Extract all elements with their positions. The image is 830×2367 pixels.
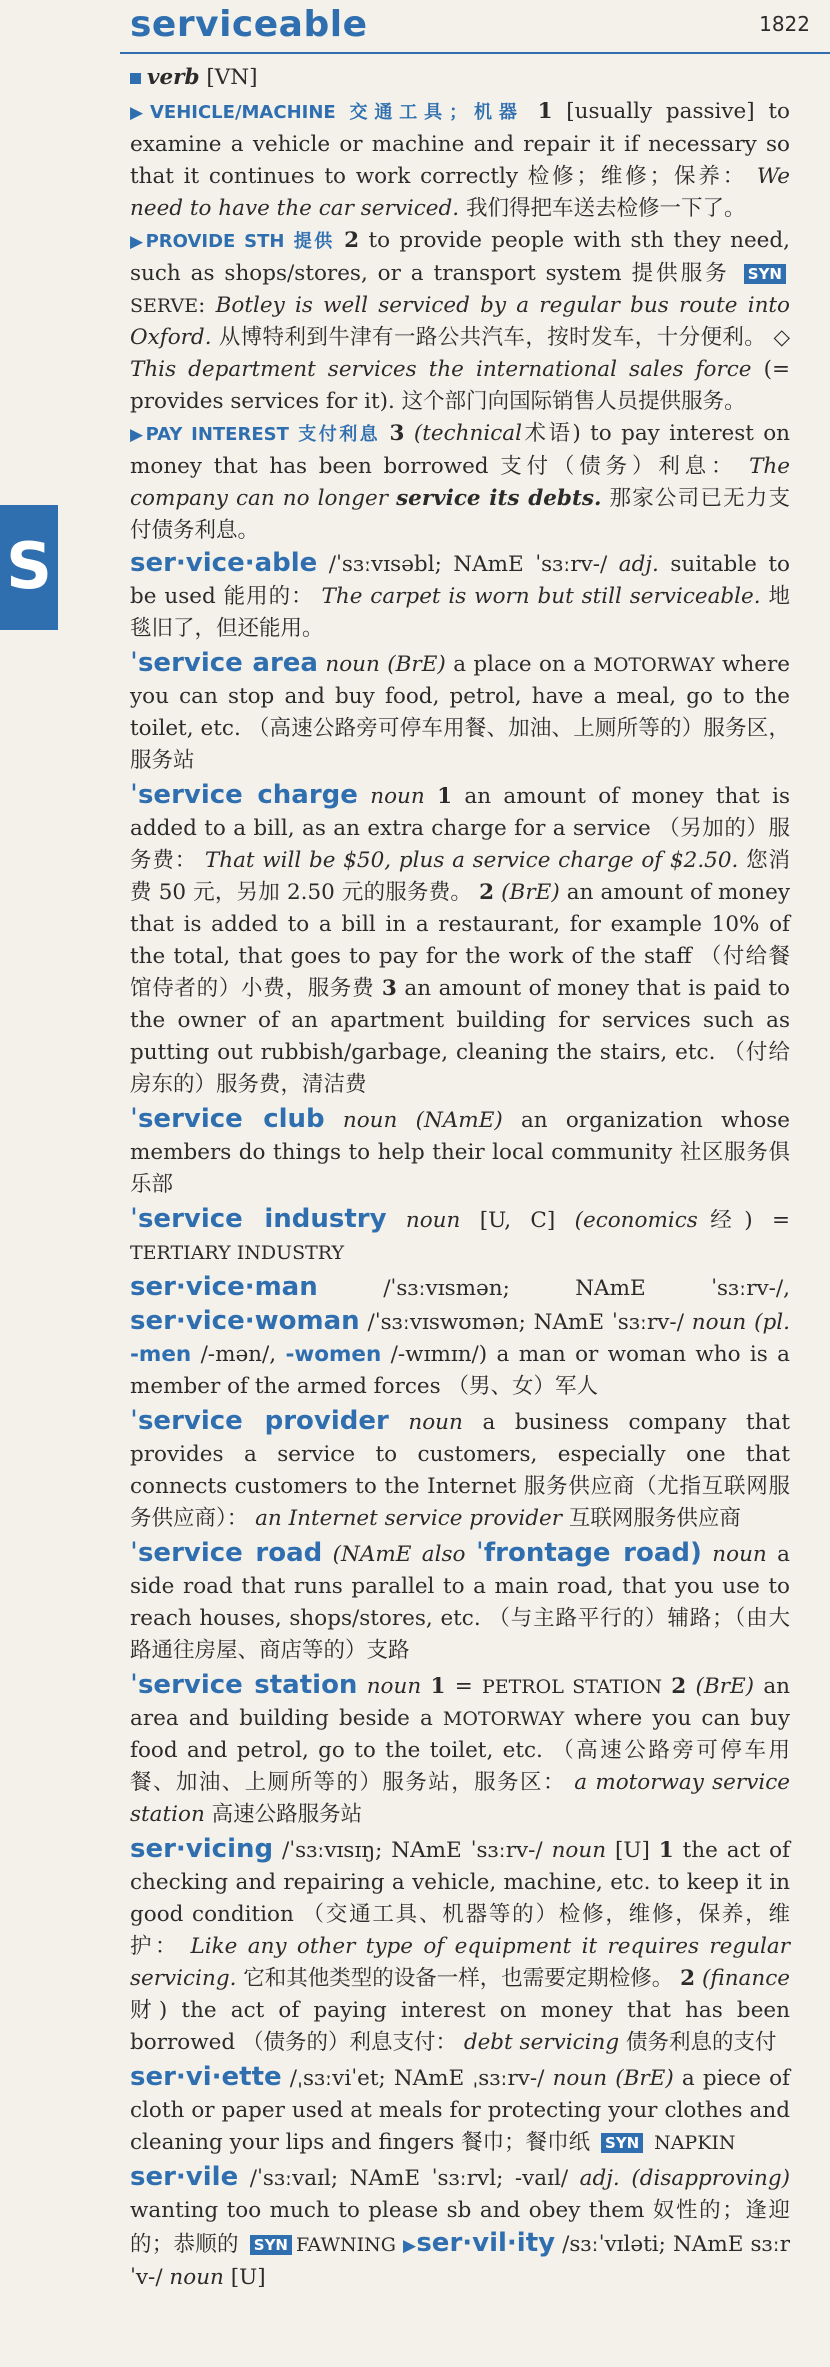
headword: ˈservice industry	[130, 1204, 387, 1234]
pronunciation: /-mən/,	[200, 1342, 277, 1367]
sense-interest	[130, 418, 790, 547]
signpost-zh: 提供	[293, 231, 335, 252]
plural-form: -women	[285, 1342, 382, 1367]
sense-vehicle	[130, 96, 790, 225]
definition-zh: 奴性的；逢迎的；恭顺的	[130, 2198, 790, 2257]
cross-reference: MOTORWAY	[593, 654, 715, 676]
headword: ˈservice road	[130, 1538, 323, 1568]
region-label: (BrE)	[615, 2066, 674, 2091]
syn-badge: SYN	[601, 2133, 643, 2153]
definition-zh: （付给餐馆侍者的）小费，服务费	[130, 944, 790, 1001]
definition: an amount of money that is added to a bill in a restaurant, for example 10% of the total, that goes to pay for the work of the staff	[130, 880, 790, 969]
definition: an amount of money that is paid to the owner of an apartment building for services such as putting out rubbish/garbage, cleaning the stairs, etc.	[130, 976, 790, 1065]
syn-badge: SYN	[744, 264, 786, 284]
sense-number: 2	[479, 880, 495, 905]
pos-label: adj.	[618, 552, 659, 577]
definition-zh: 能用的：	[223, 584, 314, 609]
signpost: VEHICLE/MACHINE	[149, 102, 336, 123]
example-zh: 那家公司已无力支付债务利息。	[130, 486, 790, 543]
definition-zh: 支付（债务）利息：	[500, 454, 738, 479]
dictionary-column	[130, 62, 790, 2296]
entry-serviceman	[130, 1271, 790, 1403]
page-number: 1822	[759, 12, 810, 36]
pos-label: noun	[691, 1310, 747, 1335]
example: The carpet is worn but still serviceable.	[321, 584, 761, 609]
definition-zh: 服务供应商（尤指互联网服务供应商）：	[130, 1474, 790, 1531]
entry-service-verb	[130, 62, 790, 94]
example-separator: ◇	[773, 325, 790, 350]
triangle-pointer-icon: ▶	[130, 103, 150, 123]
sense-number: 1	[430, 1674, 446, 1699]
sense-provide: ▶PROVIDE STH 提供 2 to provide people with sth they need, such as shops/stores, or a transport system 提供服务 SYNSERVE: Botley is well serviced by a regular bus route into Oxford. 从博特利到牛津有一路公共汽车，按时发车，十分便利。 ◇ This department services the international sales force (= provides services for it). 这个部门向国际销售人员提供服务。	[130, 228, 790, 414]
headword: ser·vice·man	[130, 1272, 318, 1302]
definition-zh: （另加的）服务费：	[130, 816, 790, 873]
definition: wanting too much to please sb and obey them	[130, 2198, 645, 2223]
pronunciation: /ˈsɜːvɪswʊmən; NAmE ˈsɜːrv-/	[367, 1310, 684, 1335]
sense-number: 2	[680, 1966, 696, 1991]
definition: to provide people with sth they need, such as shops/stores, or a transport system	[130, 228, 790, 286]
headword-variant: ˈfrontage road)	[475, 1538, 702, 1568]
example-zh: 这个部门向国际销售人员提供服务。	[401, 389, 746, 414]
pos-label: noun	[366, 1674, 422, 1699]
definition: suitable to be used	[130, 552, 790, 609]
definition: the act of paying interest on money that has been borrowed	[130, 1998, 790, 2055]
triangle-pointer-icon: ▶	[403, 2236, 417, 2256]
pos-label: noun	[552, 2066, 608, 2091]
pos-label: noun	[342, 1108, 398, 1133]
pronunciation: /sɜːˈvɪləti; NAmE sɜːrˈv-/	[130, 2232, 790, 2290]
sense-number: 2	[344, 228, 360, 253]
register-label-zh: 财)	[130, 1998, 168, 2023]
definition-zh: 社区服务俱乐部	[130, 1140, 790, 1197]
definition: where you can stop and buy food, petrol, have a meal, go to the toilet, etc.	[130, 652, 790, 741]
example: Botley is well serviced by a regular bus route into Oxford.	[130, 293, 790, 350]
register-label-zh: 经)	[697, 1208, 753, 1233]
headword: ˈservice station	[130, 1670, 358, 1700]
definition: to pay interest on money that has been borrowed	[130, 421, 791, 479]
example: We need to have the car serviced.	[130, 164, 790, 221]
example-zh: 高速公路服务站	[211, 1802, 363, 1827]
syn-badge: SYN	[250, 2235, 292, 2255]
headword: ser·vice·able	[130, 548, 318, 578]
example: Like any other type of equipment it requires regular servicing.	[130, 1934, 790, 1991]
entry-service-road	[130, 1537, 790, 1667]
headword: ser·vile	[130, 2162, 239, 2192]
definition: the act of checking and repairing a vehicle, machine, etc. to keep it in good condition	[130, 1838, 790, 1927]
thumb-index-tab: S	[0, 505, 58, 630]
entry-service-provider	[130, 1405, 790, 1535]
example-zh: 地毯旧了，但还能用。	[130, 584, 790, 641]
sense-number: 3	[389, 421, 405, 446]
pos-label: noun	[169, 2265, 224, 2290]
entry-service-club	[130, 1103, 790, 1201]
sense-number: 3	[381, 976, 397, 1001]
definition: an amount of money that is added to a bill, as an extra charge for a service	[130, 784, 791, 841]
pos-label: adj.	[579, 2166, 620, 2191]
register-label: (technical	[413, 421, 522, 446]
headword: ˈservice provider	[130, 1406, 389, 1436]
derivative-headword: ser·vil·ity	[416, 2228, 556, 2258]
pos-label: noun	[551, 1838, 607, 1863]
pos-label: noun	[325, 652, 380, 677]
headword: ser·vi·ette	[130, 2062, 282, 2092]
definition: a business company that provides a service to customers, especially one that connects customers to the Internet	[130, 1410, 790, 1499]
region-label: (BrE)	[387, 652, 446, 677]
region-label: (NAmE)	[415, 1108, 503, 1133]
signpost-zh: 支付利息	[298, 424, 381, 445]
plural-form: -men	[130, 1342, 192, 1367]
equals-sign: =	[454, 1674, 473, 1699]
pos-label: verb	[147, 65, 200, 90]
pos-label: noun	[405, 1208, 461, 1233]
entry-serviette	[130, 2061, 790, 2159]
pronunciation: /-wɪmɪn/)	[390, 1342, 488, 1367]
definition-zh: （高速公路旁可停车用餐、加油、上厕所等的）服务站，服务区：	[130, 1738, 790, 1795]
region-label: (BrE)	[501, 880, 560, 905]
definition: a place on a	[453, 652, 586, 677]
grammar-label: [U]	[230, 2265, 266, 2290]
grammar-label: [U]	[614, 1838, 650, 1863]
example: a motorway service station	[130, 1770, 790, 1827]
example-zh: 互联网服务供应商	[568, 1506, 741, 1531]
headword-variant: ser·vice·woman	[130, 1306, 360, 1336]
register-label: (finance	[701, 1966, 790, 1991]
entry-service-station	[130, 1669, 790, 1831]
pronunciation: /ˈsɜːvɪsɪŋ; NAmE ˈsɜːrv-/	[282, 1838, 543, 1863]
register-label: (disapproving)	[631, 2166, 790, 2191]
pronunciation: /ˈsɜːvaɪl; NAmE ˈsɜːrvl; -vaɪl/	[249, 2166, 569, 2191]
definition: a man or woman who is a member of the armed forces	[130, 1342, 790, 1399]
pos-label: noun	[370, 784, 425, 809]
example: That will be $50, plus a service charge of $2.50.	[204, 848, 739, 873]
synonym: FAWNING	[295, 2234, 396, 2256]
example: debt servicing	[463, 2030, 620, 2055]
sense-number: 1	[437, 784, 453, 809]
definition-zh: （付给房东的）服务费，清洁费	[130, 1040, 790, 1097]
synonym: SERVE	[130, 295, 199, 317]
region-label: (NAmE also	[332, 1542, 466, 1567]
headword: ˈservice area	[130, 648, 318, 678]
example-note: (= provides services for it).	[130, 357, 790, 414]
definition: an organization whose members do things to help their local community	[130, 1108, 790, 1165]
plural-label: (pl.	[754, 1310, 790, 1335]
headword: ˈservice charge	[130, 780, 358, 810]
register-label-zh: 术语)	[521, 421, 581, 446]
sense-number: 2	[671, 1674, 687, 1699]
signpost: PAY INTEREST	[145, 424, 289, 445]
grammar-label: [U, C]	[479, 1208, 556, 1233]
register-label: (economics	[574, 1208, 698, 1233]
sense-number: 1	[537, 99, 553, 124]
example-zh: 它和其他类型的设备一样，也需要定期检修。	[243, 1966, 674, 1991]
definition-zh: （男、女）军人	[447, 1374, 599, 1399]
definition-zh: （高速公路旁可停车用餐、加油、上厕所等的）服务区，服务站	[130, 716, 790, 773]
pronunciation: /ˈsɜːvɪsmən; NAmE ˈsɜːrv-/,	[383, 1276, 790, 1301]
grammar-label: [usually passive]	[566, 99, 755, 124]
example: an Internet service provider	[255, 1506, 563, 1531]
cross-reference: PETROL STATION	[481, 1676, 662, 1698]
triangle-pointer-icon: ▶	[130, 425, 146, 445]
headword: ˈservice club	[130, 1104, 325, 1134]
definition-zh: 餐巾；餐巾纸	[461, 2130, 591, 2155]
definition: where you can buy food and petrol, go to the toilet, etc.	[130, 1706, 790, 1763]
example-zh: 从博特利到牛津有一路公共汽车，按时发车，十分便利。	[218, 325, 767, 350]
example: The company can no longer	[130, 454, 790, 511]
definition-zh: 检修；维修；保养：	[527, 164, 748, 189]
definition: a piece of cloth or paper used at meals for protecting your clothes and cleaning your lips and fingers	[130, 2066, 790, 2155]
entry-service-area	[130, 647, 790, 777]
example: This department services the international sales force	[130, 357, 752, 382]
definition: to examine a vehicle or machine and repair it if necessary so that it continues to work correctly	[130, 99, 790, 189]
cross-reference: MOTORWAY	[442, 1708, 565, 1730]
example-zh: 我们得把车送去检修一下了。	[465, 196, 746, 221]
equals-sign: =	[772, 1208, 791, 1233]
entry-servicing	[130, 1833, 790, 2059]
pos-label: noun	[408, 1410, 463, 1435]
entry-servile	[130, 2161, 790, 2294]
definition: an area and building beside a	[130, 1674, 790, 1731]
entry-serviceable	[130, 547, 790, 645]
definition-zh: 提供服务	[631, 261, 730, 286]
synonym: NAPKIN	[654, 2132, 736, 2154]
page-header	[120, 0, 830, 54]
example-zh: 债务利息的支付	[625, 2030, 777, 2055]
square-bullet-icon	[130, 73, 141, 84]
triangle-pointer-icon: ▶	[130, 232, 146, 252]
signpost-zh: 交通工具；机器	[349, 102, 524, 123]
signpost: PROVIDE STH	[145, 231, 285, 252]
definition-zh: （与主路平行的）辅路；（由大路通往房屋、商店等的）支路	[130, 1606, 790, 1663]
running-headword: serviceable	[130, 4, 368, 45]
headword: ser·vicing	[130, 1834, 274, 1864]
entry-service-industry	[130, 1203, 790, 1269]
pronunciation: /ˈsɜːvɪsəbl; NAmE ˈsɜːrv-/	[328, 552, 608, 577]
pos-label: noun	[712, 1542, 767, 1567]
sense-number: 1	[658, 1838, 674, 1863]
verb-pattern: [VN]	[206, 65, 258, 90]
definition-zh: （债务的）利息支付：	[241, 2030, 457, 2055]
cross-reference: TERTIARY INDUSTRY	[130, 1242, 345, 1264]
entry-service-charge	[130, 779, 790, 1101]
definition: a side road that runs parallel to a main road, that you use to reach houses, shops/stores, etc.	[130, 1542, 790, 1631]
example-zh: 您消费 50 元，另加 2.50 元的服务费。	[130, 848, 790, 905]
region-label: (BrE)	[695, 1674, 755, 1699]
example-collocation: service its debts.	[396, 486, 602, 511]
definition-zh: （交通工具、机器等的）检修，维修，保养，维护：	[130, 1902, 790, 1959]
pronunciation: /ˌsɜːviˈet; NAmE ˌsɜːrv-/	[289, 2066, 545, 2091]
